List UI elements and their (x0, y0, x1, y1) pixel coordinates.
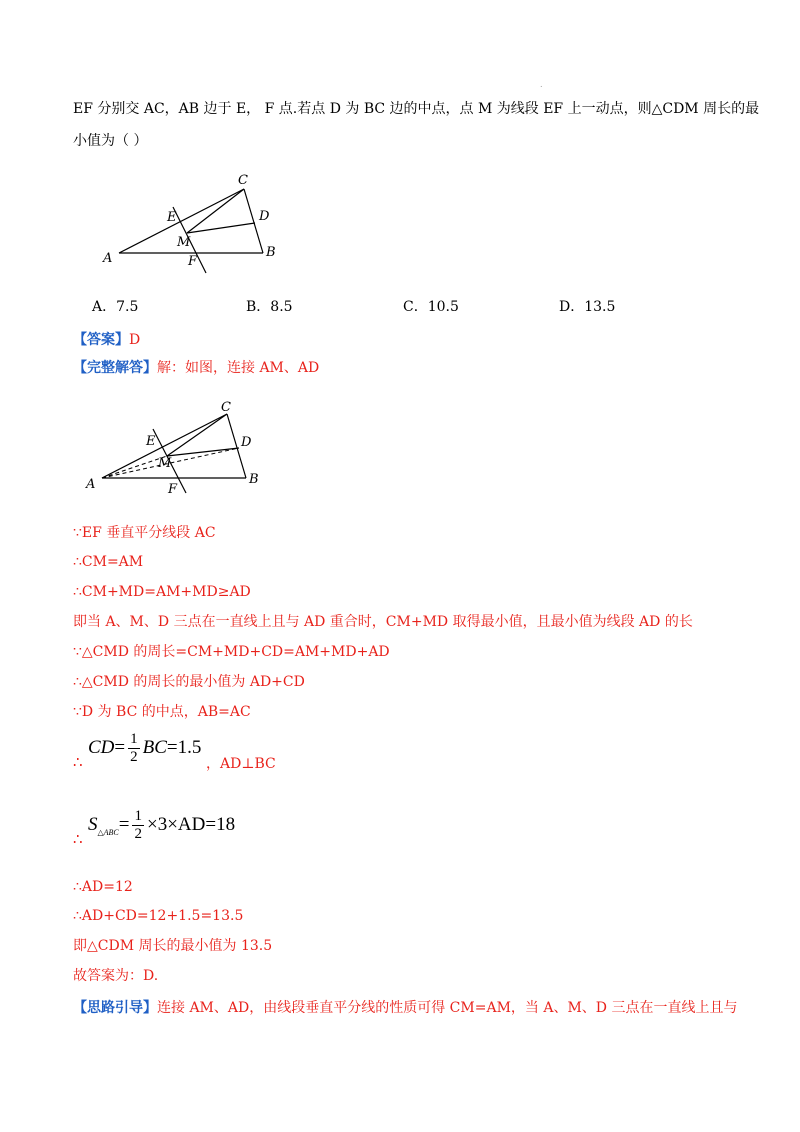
solution-intro: 【完整解答】解：如图，连接 AM、AD (73, 360, 320, 376)
answer-value: D (129, 332, 141, 348)
label-b: B (266, 245, 276, 260)
label-m: M (177, 235, 191, 250)
solution-step-9: ∴AD+CD=12+1.5=13.5 (73, 908, 244, 924)
geometry-figure-1 (100, 170, 290, 280)
therefore-symbol-2: ∴ (73, 830, 83, 848)
solution-tag: 【完整解答】 (73, 360, 157, 376)
solution-step-2: ∴CM=AM (73, 554, 144, 570)
segment-mc (167, 414, 227, 456)
equation-area: $S_{\triangle ABC}=$ $\frac{1}{2}$ ×3×AD=18 (88, 808, 236, 842)
solution-step-8: ∴AD=12 (73, 879, 133, 895)
solution-step-5: ∵△CMD 的周长=CM+MD+CD=AM+MD+AD (73, 644, 390, 660)
label-e: E (146, 434, 156, 449)
label-d: D (259, 209, 270, 224)
label-a: A (86, 477, 96, 492)
hint-line: 【思路引导】连接 AM、AD，由线段垂直平分线的性质可得 CM=AM，当 A、M、D 三点在一直线上且与 (73, 1000, 738, 1016)
solution-step-7: ∵D 为 BC 的中点，AB=AC (73, 704, 251, 720)
option-b: B．8.5 (246, 299, 293, 315)
question-line-2: 小值为（ ） (73, 133, 148, 149)
option-d: D．13.5 (559, 299, 616, 315)
answer-tag: 【答案】 (73, 332, 129, 348)
hint-tag: 【思路引导】 (73, 1000, 157, 1016)
answer-line (73, 330, 140, 350)
solution-step-10: 即△CDM 周长的最小值为 13.5 (73, 938, 273, 954)
option-a: A．7.5 (92, 299, 139, 315)
label-e: E (167, 210, 177, 225)
label-c: C (238, 173, 248, 188)
question-line-1: EF 分别交 AC，AB 边于 E， F 点.若点 D 为 BC 边的中点，点 M 为线段 EF 上一动点，则△CDM 周长的最 (73, 101, 760, 117)
solution-step-1: ∵EF 垂直平分线段 AC (73, 525, 216, 541)
segment-md (167, 448, 239, 456)
label-m: M (158, 456, 172, 471)
solution-step-4: 即当 A、M、D 三点在一直线上且与 AD 重合时，CM+MD 取得最小值，且最小值为线段 AD 的长 (73, 614, 693, 630)
label-a: A (103, 251, 113, 266)
label-f: F (188, 254, 198, 269)
equation-cd: CD= $\frac{1}{2}$ BC=1.5 (88, 731, 202, 765)
geometry-figure-2 (83, 398, 268, 498)
label-b: B (249, 472, 259, 487)
therefore-symbol-1: ∴ (73, 753, 83, 771)
label-d: D (241, 435, 252, 450)
label-c: C (221, 400, 231, 415)
solution-step-11: 故答案为：D. (73, 968, 159, 984)
solution-step-6: ∴△CMD 的周长的最小值为 AD+CD (73, 674, 305, 690)
corner-dot: . (540, 80, 543, 89)
label-f: F (168, 482, 178, 497)
equation-cd-tail: ，AD⊥BC (206, 756, 276, 772)
solution-step-3: ∴CM+MD=AM+MD≥AD (73, 584, 251, 600)
option-c: C．10.5 (403, 299, 459, 315)
